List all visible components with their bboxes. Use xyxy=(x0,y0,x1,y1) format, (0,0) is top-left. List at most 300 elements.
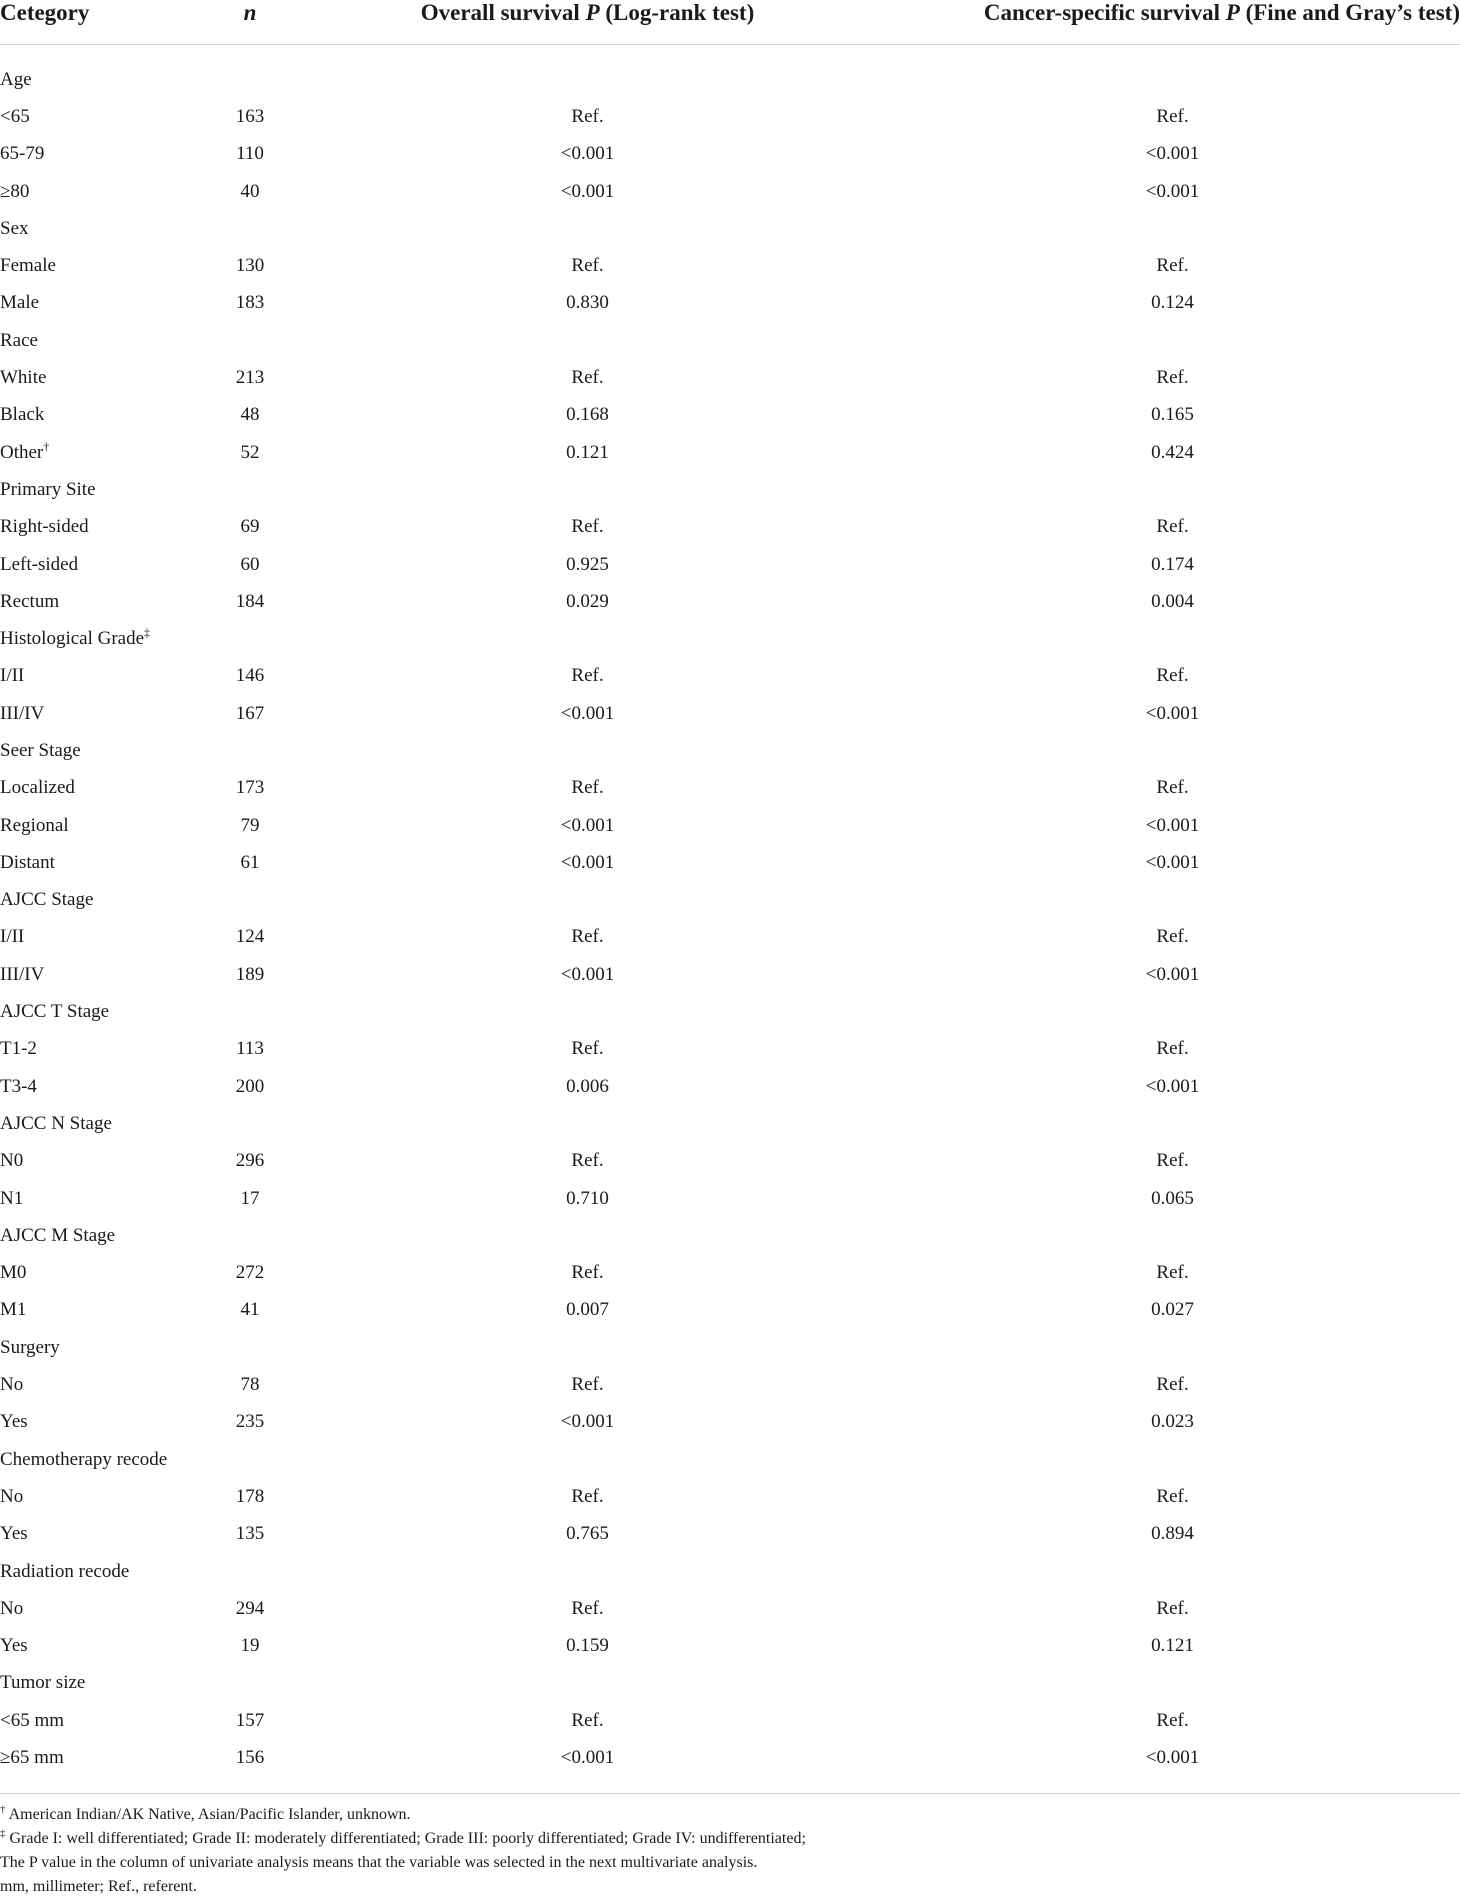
cell-n xyxy=(210,322,290,359)
category-label: Histological Grade xyxy=(0,628,145,650)
footer-divider xyxy=(0,1793,1460,1794)
cell-category xyxy=(0,919,210,956)
cell-overall-p xyxy=(290,1553,885,1590)
cell-category xyxy=(0,546,210,583)
cell-n xyxy=(210,1105,290,1142)
cell-category xyxy=(0,1665,210,1702)
table-group-row xyxy=(0,61,1460,98)
cell-n: 294 xyxy=(235,1597,265,1619)
table-group-row xyxy=(0,993,1460,1030)
cell-category xyxy=(0,1217,210,1254)
category-label: I/II xyxy=(0,665,25,687)
footnote-marker: † xyxy=(43,439,50,454)
category-label: Seer Stage xyxy=(0,739,81,761)
cell-n: 78 xyxy=(240,1374,260,1396)
category-label: Rectum xyxy=(0,590,60,612)
table-row xyxy=(0,1590,1460,1627)
cell-cancer-p: 0.023 xyxy=(1151,1411,1194,1433)
cell-cancer-p xyxy=(885,620,1460,657)
header-cancer-prefix: Cancer-specific survival xyxy=(983,0,1226,25)
header-category: Cetegory xyxy=(0,0,210,45)
cell-overall-p xyxy=(290,620,885,657)
cell-category xyxy=(0,956,210,993)
cell-category xyxy=(0,658,210,695)
cell-overall-p: 0.121 xyxy=(566,441,609,463)
category-label: White xyxy=(0,367,47,389)
category-label: Black xyxy=(0,404,45,426)
cell-n xyxy=(210,620,290,657)
table-row xyxy=(0,1068,1460,1105)
cell-overall-p xyxy=(290,1329,885,1366)
table-group-row xyxy=(0,620,1460,657)
cell-overall-p: <0.001 xyxy=(560,180,615,202)
cell-overall-p: <0.001 xyxy=(560,1747,615,1768)
cell-category xyxy=(0,1105,210,1142)
cell-overall-p xyxy=(290,732,885,769)
cell-overall-p: <0.001 xyxy=(560,143,615,165)
category-label: III/IV xyxy=(0,963,45,985)
table-row xyxy=(0,173,1460,210)
category-label: N1 xyxy=(0,1187,24,1209)
category-label: AJCC M Stage xyxy=(0,1224,116,1246)
cell-category xyxy=(0,1590,210,1627)
cell-category xyxy=(0,882,210,919)
cell-cancer-p: Ref. xyxy=(1156,1262,1189,1284)
cell-n: 146 xyxy=(235,665,265,687)
cell-overall-p xyxy=(290,1665,885,1702)
category-label: No xyxy=(0,1597,24,1619)
cell-n: 113 xyxy=(236,1038,264,1060)
table-row xyxy=(0,658,1460,695)
cell-overall-p: Ref. xyxy=(571,1709,604,1731)
category-label: <65 xyxy=(0,105,30,127)
cell-overall-p: <0.001 xyxy=(560,851,615,873)
cell-n: 163 xyxy=(235,105,265,127)
category-label: <65 mm xyxy=(0,1709,65,1731)
category-label: AJCC T Stage xyxy=(0,1001,110,1023)
footnote-marker: ‡ xyxy=(144,625,151,640)
cell-cancer-p: Ref. xyxy=(1156,926,1189,948)
table-group-row xyxy=(0,1665,1460,1702)
table-row xyxy=(0,1516,1460,1553)
cell-overall-p: 0.710 xyxy=(566,1187,609,1209)
category-label: I/II xyxy=(0,926,25,948)
cell-overall-p: 0.765 xyxy=(566,1523,609,1545)
cell-category xyxy=(0,1068,210,1105)
cell-n xyxy=(210,882,290,919)
table-row xyxy=(0,695,1460,732)
cell-category xyxy=(0,1255,210,1292)
cell-category xyxy=(0,1441,210,1478)
table-footnotes xyxy=(0,1803,1460,1899)
category-label: Regional xyxy=(0,814,69,836)
cell-cancer-p: 0.065 xyxy=(1151,1187,1194,1209)
cell-n: 184 xyxy=(235,590,265,612)
cell-cancer-p: Ref. xyxy=(1156,367,1189,389)
cell-n: 213 xyxy=(235,367,265,389)
category-label: Radiation recode xyxy=(0,1560,130,1582)
cell-n xyxy=(210,61,290,98)
table-group-row xyxy=(0,210,1460,247)
cell-n: 130 xyxy=(235,255,265,277)
cell-cancer-p xyxy=(885,1665,1460,1702)
category-label: M0 xyxy=(0,1262,27,1284)
cell-cancer-p xyxy=(885,993,1460,1030)
cell-n: 79 xyxy=(240,814,260,836)
cell-cancer-p xyxy=(885,1441,1460,1478)
cell-cancer-p: Ref. xyxy=(1156,1485,1189,1507)
cell-category xyxy=(0,322,210,359)
cell-n: 272 xyxy=(235,1262,265,1284)
category-label: AJCC N Stage xyxy=(0,1112,112,1134)
table-group-row xyxy=(0,471,1460,508)
cell-n xyxy=(210,993,290,1030)
double-dagger-mark: ‡ xyxy=(0,1827,6,1840)
cell-cancer-p: Ref. xyxy=(1156,1374,1189,1396)
cell-overall-p: <0.001 xyxy=(560,963,615,985)
table-row xyxy=(0,1366,1460,1403)
cell-overall-p: Ref. xyxy=(571,1150,604,1172)
table-row xyxy=(0,1180,1460,1217)
cell-cancer-p xyxy=(885,732,1460,769)
double-dagger-text: Grade I: well differentiated; Grade II: moderately differentiated; Grade III: poorly differentiated; Grade IV: undifferentiated; xyxy=(5,1830,806,1847)
cell-cancer-p: 0.894 xyxy=(1151,1523,1194,1545)
table-group-row xyxy=(0,1441,1460,1478)
cell-n: 60 xyxy=(240,553,260,575)
category-label: Surgery xyxy=(0,1336,60,1358)
table-row xyxy=(0,1478,1460,1515)
table-group-row xyxy=(0,1553,1460,1590)
category-label: ≥80 xyxy=(0,180,30,202)
table-row xyxy=(0,98,1460,135)
table-row xyxy=(0,434,1460,471)
category-label: Male xyxy=(0,292,40,314)
cell-category xyxy=(0,1478,210,1515)
category-label: Distant xyxy=(0,851,55,873)
cell-n: 167 xyxy=(235,702,265,724)
cell-overall-p: 0.925 xyxy=(566,553,609,575)
cell-overall-p: Ref. xyxy=(571,1597,604,1619)
category-label: Yes xyxy=(0,1523,28,1545)
cell-category xyxy=(0,1366,210,1403)
table-row xyxy=(0,509,1460,546)
cell-n: 183 xyxy=(235,292,265,314)
cell-category xyxy=(0,359,210,396)
cell-category xyxy=(0,247,210,284)
dagger-text: American Indian/AK Native, Asian/Pacific Islander, unknown. xyxy=(5,1806,411,1823)
cell-overall-p: Ref. xyxy=(571,1038,604,1060)
cell-n: 61 xyxy=(240,851,260,873)
cell-overall-p: Ref. xyxy=(571,665,604,687)
cell-n: 69 xyxy=(240,516,260,538)
header-cancer-suffix: (Fine and Gray’s test) xyxy=(1239,0,1460,25)
cell-category xyxy=(0,583,210,620)
table-row xyxy=(0,919,1460,956)
table-row xyxy=(0,1292,1460,1329)
cell-cancer-p: <0.001 xyxy=(1145,702,1200,724)
header-overall-prefix: Overall survival xyxy=(420,0,586,25)
cell-category xyxy=(0,1329,210,1366)
table-row xyxy=(0,1404,1460,1441)
cell-n: 296 xyxy=(235,1150,265,1172)
cell-overall-p: <0.001 xyxy=(560,1411,615,1433)
cell-cancer-p xyxy=(885,61,1460,98)
cell-n: 41 xyxy=(240,1299,260,1321)
cell-cancer-p xyxy=(885,322,1460,359)
cell-category xyxy=(0,471,210,508)
cell-category xyxy=(0,509,210,546)
cell-n xyxy=(210,1665,290,1702)
cell-overall-p xyxy=(290,61,885,98)
category-label: Other xyxy=(0,441,44,463)
category-label: Sex xyxy=(0,217,29,239)
cell-cancer-p: 0.424 xyxy=(1151,441,1194,463)
cell-category xyxy=(0,434,210,471)
cell-overall-p xyxy=(290,1105,885,1142)
category-label: N0 xyxy=(0,1150,24,1172)
cell-cancer-p xyxy=(885,882,1460,919)
cell-n xyxy=(210,732,290,769)
cell-category xyxy=(0,993,210,1030)
cell-n xyxy=(210,471,290,508)
cell-n: 110 xyxy=(236,143,264,165)
category-label: AJCC Stage xyxy=(0,889,94,911)
cell-overall-p: 0.006 xyxy=(566,1075,609,1097)
cell-n: 157 xyxy=(235,1709,265,1731)
dagger-mark: † xyxy=(0,1803,6,1816)
header-cancer-specific-survival xyxy=(885,0,1460,45)
category-label: Primary Site xyxy=(0,478,96,500)
category-label: Left-sided xyxy=(0,553,79,575)
cell-cancer-p: 0.124 xyxy=(1151,292,1194,314)
cell-cancer-p: 0.165 xyxy=(1151,404,1194,426)
cell-cancer-p: Ref. xyxy=(1156,1038,1189,1060)
cell-cancer-p: <0.001 xyxy=(1145,851,1200,873)
category-label: Yes xyxy=(0,1635,28,1657)
cell-category xyxy=(0,1404,210,1441)
cell-overall-p xyxy=(290,1217,885,1254)
header-overall-survival xyxy=(290,0,885,45)
cell-cancer-p: <0.001 xyxy=(1145,814,1200,836)
cell-n: 40 xyxy=(240,180,260,202)
cell-cancer-p: Ref. xyxy=(1156,1150,1189,1172)
table-group-row xyxy=(0,732,1460,769)
table-header xyxy=(0,0,1460,61)
table-group-row xyxy=(0,1105,1460,1142)
cell-overall-p: 0.007 xyxy=(566,1299,609,1321)
category-label: Localized xyxy=(0,777,75,799)
cell-n: 124 xyxy=(235,926,265,948)
cell-cancer-p xyxy=(885,1329,1460,1366)
cell-category xyxy=(0,1702,210,1739)
cell-overall-p: Ref. xyxy=(571,367,604,389)
table-row xyxy=(0,956,1460,993)
cell-overall-p: 0.830 xyxy=(566,292,609,314)
table-row xyxy=(0,359,1460,396)
cell-cancer-p: Ref. xyxy=(1156,1709,1189,1731)
cell-cancer-p: Ref. xyxy=(1156,516,1189,538)
cell-cancer-p: Ref. xyxy=(1156,777,1189,799)
cell-n: 178 xyxy=(235,1485,265,1507)
cell-overall-p xyxy=(290,471,885,508)
cell-n: 156 xyxy=(235,1747,265,1768)
cell-category xyxy=(0,1739,210,1776)
cell-n xyxy=(210,1217,290,1254)
table-row xyxy=(0,770,1460,807)
cell-overall-p: Ref. xyxy=(571,105,604,127)
category-label: Race xyxy=(0,329,38,351)
footnote-abbreviations: mm, millimeter; Ref., referent. xyxy=(0,1878,197,1895)
cell-category xyxy=(0,844,210,881)
cell-category xyxy=(0,397,210,434)
cell-category xyxy=(0,98,210,135)
cell-overall-p: <0.001 xyxy=(560,702,615,724)
header-n: n xyxy=(210,0,290,45)
cell-cancer-p: Ref. xyxy=(1156,665,1189,687)
cell-overall-p: Ref. xyxy=(571,777,604,799)
category-label: III/IV xyxy=(0,702,45,724)
header-cancer-p: P xyxy=(1225,0,1240,25)
category-label: Age xyxy=(0,68,32,90)
cell-cancer-p: <0.001 xyxy=(1145,1075,1200,1097)
cell-category xyxy=(0,770,210,807)
cell-category xyxy=(0,1180,210,1217)
cell-cancer-p: Ref. xyxy=(1156,1597,1189,1619)
cell-overall-p xyxy=(290,993,885,1030)
cell-cancer-p: <0.001 xyxy=(1145,143,1200,165)
cell-overall-p: Ref. xyxy=(571,1374,604,1396)
header-row xyxy=(0,0,1460,45)
table-row xyxy=(0,1739,1460,1776)
cell-category xyxy=(0,1031,210,1068)
cell-n xyxy=(210,1441,290,1478)
header-overall-suffix: (Log-rank test) xyxy=(599,0,755,25)
cell-cancer-p: 0.027 xyxy=(1151,1299,1194,1321)
cell-cancer-p: 0.004 xyxy=(1151,590,1194,612)
cell-n xyxy=(210,210,290,247)
cell-category xyxy=(0,61,210,98)
cell-overall-p: <0.001 xyxy=(560,814,615,836)
cell-cancer-p: 0.121 xyxy=(1151,1635,1194,1657)
category-label: No xyxy=(0,1374,24,1396)
cell-category xyxy=(0,136,210,173)
table-row xyxy=(0,807,1460,844)
table-group-row xyxy=(0,1217,1460,1254)
table-row xyxy=(0,844,1460,881)
category-label: T1-2 xyxy=(0,1038,37,1060)
footnote-dagger xyxy=(0,1803,1460,1827)
cell-n: 17 xyxy=(240,1187,260,1209)
category-label: Right-sided xyxy=(0,516,89,538)
cell-cancer-p xyxy=(885,1553,1460,1590)
category-label: M1 xyxy=(0,1299,27,1321)
footnote-pvalue: The P value in the column of univariate analysis means that the variable was selected in the next multivariate analysis. xyxy=(0,1854,758,1871)
table-body xyxy=(0,61,1460,1777)
category-label: T3-4 xyxy=(0,1075,37,1097)
cell-overall-p: Ref. xyxy=(571,255,604,277)
footnote-double-dagger xyxy=(0,1827,1460,1851)
cell-cancer-p xyxy=(885,210,1460,247)
cell-category xyxy=(0,732,210,769)
cell-cancer-p: <0.001 xyxy=(1145,1747,1200,1768)
table-row xyxy=(0,285,1460,322)
cell-overall-p: Ref. xyxy=(571,1262,604,1284)
cell-category xyxy=(0,1516,210,1553)
table-row xyxy=(0,1702,1460,1739)
cell-cancer-p xyxy=(885,1105,1460,1142)
cell-overall-p: Ref. xyxy=(571,516,604,538)
category-label: Chemotherapy recode xyxy=(0,1448,168,1470)
category-label: 65-79 xyxy=(0,143,45,165)
table-row xyxy=(0,136,1460,173)
table-row xyxy=(0,1255,1460,1292)
table-row xyxy=(0,1143,1460,1180)
cell-n xyxy=(210,1553,290,1590)
table-group-row xyxy=(0,882,1460,919)
cell-cancer-p xyxy=(885,1217,1460,1254)
cell-n: 200 xyxy=(235,1075,265,1097)
header-overall-p: P xyxy=(585,0,600,25)
table-row xyxy=(0,247,1460,284)
cell-n: 48 xyxy=(240,404,260,426)
cell-overall-p xyxy=(290,210,885,247)
table-row xyxy=(0,397,1460,434)
cell-overall-p xyxy=(290,322,885,359)
cell-cancer-p: <0.001 xyxy=(1145,180,1200,202)
table-row xyxy=(0,1627,1460,1664)
cell-overall-p: 0.029 xyxy=(566,590,609,612)
cell-category xyxy=(0,285,210,322)
table-row xyxy=(0,583,1460,620)
cell-n: 189 xyxy=(235,963,265,985)
cell-n: 19 xyxy=(240,1635,260,1657)
cell-category xyxy=(0,807,210,844)
cell-overall-p: 0.168 xyxy=(566,404,609,426)
cell-category xyxy=(0,1143,210,1180)
table-row xyxy=(0,1031,1460,1068)
cell-n: 173 xyxy=(235,777,265,799)
cell-overall-p xyxy=(290,882,885,919)
cell-overall-p: Ref. xyxy=(571,1485,604,1507)
cell-n: 52 xyxy=(240,441,260,463)
category-label: Tumor size xyxy=(0,1672,86,1694)
table-row xyxy=(0,546,1460,583)
cell-overall-p: Ref. xyxy=(571,926,604,948)
table-group-row xyxy=(0,322,1460,359)
cell-cancer-p xyxy=(885,471,1460,508)
cell-category xyxy=(0,210,210,247)
cell-category xyxy=(0,695,210,732)
cell-overall-p: 0.159 xyxy=(566,1635,609,1657)
cell-overall-p xyxy=(290,1441,885,1478)
cell-n: 235 xyxy=(235,1411,265,1433)
cell-cancer-p: 0.174 xyxy=(1151,553,1194,575)
category-label: ≥65 mm xyxy=(0,1747,64,1768)
category-label: Yes xyxy=(0,1411,28,1433)
cell-category xyxy=(0,1627,210,1664)
cell-category xyxy=(0,173,210,210)
cell-category xyxy=(0,1292,210,1329)
cell-category xyxy=(0,1553,210,1590)
cell-cancer-p: Ref. xyxy=(1156,105,1189,127)
category-label: No xyxy=(0,1485,24,1507)
cell-cancer-p: <0.001 xyxy=(1145,963,1200,985)
table-group-row xyxy=(0,1329,1460,1366)
cell-n xyxy=(210,1329,290,1366)
cell-n: 135 xyxy=(235,1523,265,1545)
category-label: Female xyxy=(0,255,56,277)
cell-category xyxy=(0,620,210,657)
